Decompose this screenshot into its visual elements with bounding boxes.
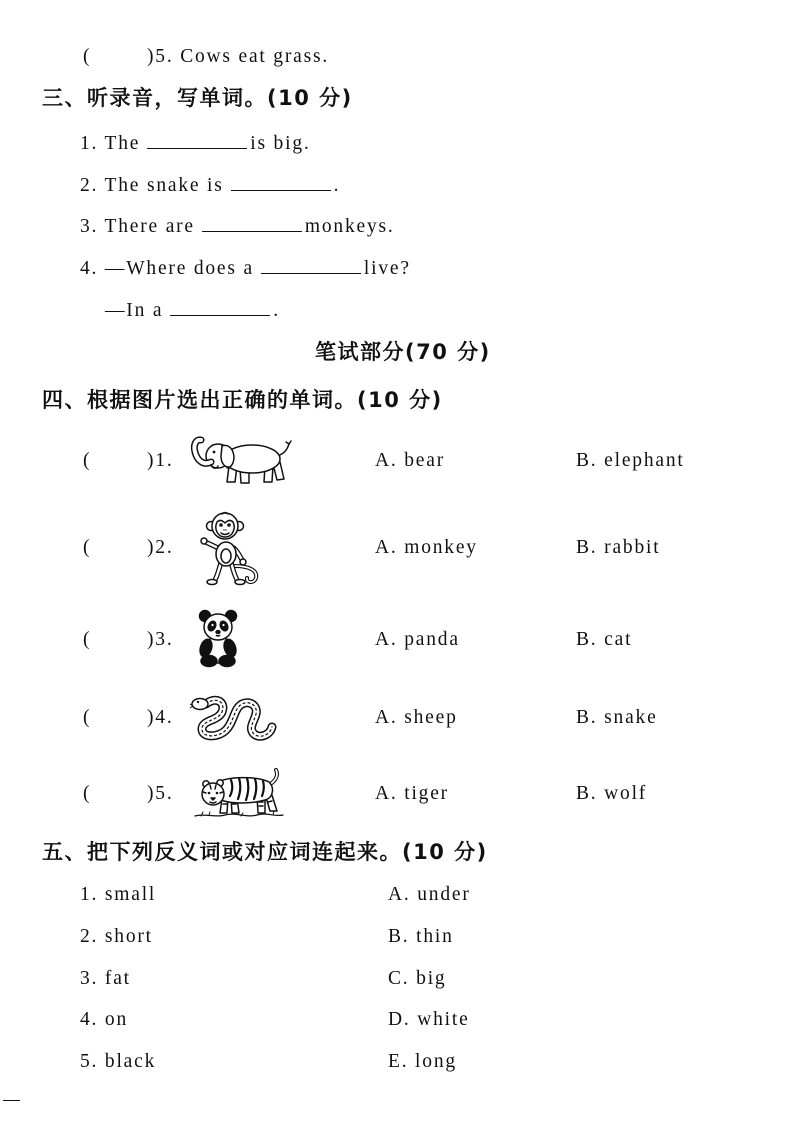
matching-right-word: D. white bbox=[388, 1009, 470, 1030]
item-text-before: —In a bbox=[105, 300, 164, 321]
answer-blank bbox=[147, 128, 247, 149]
answer-paren-open: ( bbox=[83, 783, 92, 804]
answer-paren-open: ( bbox=[83, 629, 92, 650]
answer-blank bbox=[261, 253, 361, 274]
question-row bbox=[0, 449, 794, 473]
option-b: B. rabbit bbox=[576, 537, 661, 558]
option-b: B. snake bbox=[576, 707, 658, 728]
matching-row bbox=[0, 925, 794, 949]
answer-paren-open: ( bbox=[83, 707, 92, 728]
item-text-before: 4. —Where does a bbox=[80, 258, 254, 279]
snake-icon bbox=[190, 692, 278, 742]
option-a: A. tiger bbox=[375, 783, 449, 804]
item-text-after: . bbox=[333, 175, 341, 196]
matching-left-word: 1. small bbox=[80, 884, 157, 905]
option-a: A. panda bbox=[375, 629, 460, 650]
answer-blank bbox=[202, 211, 302, 232]
question-row bbox=[0, 782, 794, 806]
monkey-icon bbox=[200, 510, 262, 586]
question-number: )1. bbox=[147, 450, 174, 471]
item-text-before: 3. There are bbox=[80, 216, 195, 237]
question-row bbox=[0, 706, 794, 730]
option-b: B. elephant bbox=[576, 450, 685, 471]
matching-left-word: 5. black bbox=[80, 1051, 157, 1072]
option-a: A. monkey bbox=[375, 537, 478, 558]
fill-in-item bbox=[80, 211, 395, 239]
item-text-after: live? bbox=[363, 258, 411, 279]
question-number: )4. bbox=[147, 707, 174, 728]
item-text-after: . bbox=[273, 300, 280, 321]
matching-row bbox=[0, 1008, 794, 1032]
fill-in-item bbox=[80, 170, 340, 198]
question-number: )3. bbox=[147, 629, 174, 650]
answer-blank bbox=[170, 295, 270, 316]
option-a: A. sheep bbox=[375, 707, 458, 728]
matching-right-word: C. big bbox=[388, 968, 447, 989]
written-part-title: 笔试部分(70 分) bbox=[315, 340, 491, 364]
option-b: B. wolf bbox=[576, 783, 648, 804]
answer-blank bbox=[231, 170, 331, 191]
matching-row bbox=[0, 883, 794, 907]
answer-paren-open: ( bbox=[83, 537, 92, 558]
item-text-after: is big. bbox=[250, 133, 311, 154]
question-row bbox=[0, 628, 794, 652]
option-b: B. cat bbox=[576, 629, 633, 650]
question-row bbox=[0, 536, 794, 560]
panda-icon bbox=[195, 608, 241, 668]
matching-right-word: B. thin bbox=[388, 926, 454, 947]
matching-left-word: 3. fat bbox=[80, 968, 131, 989]
section-5-heading: 五、把下列反义词或对应词连起来。(10 分) bbox=[42, 840, 488, 864]
matching-right-word: A. under bbox=[388, 884, 471, 905]
fill-in-item bbox=[80, 253, 411, 281]
answer-paren-open: ( bbox=[83, 450, 92, 471]
item-text-before: 1. The bbox=[80, 133, 141, 154]
matching-row bbox=[0, 1050, 794, 1074]
matching-row bbox=[0, 967, 794, 991]
fill-in-item bbox=[105, 295, 280, 323]
section-4-heading: 四、根据图片选出正确的单词。(10 分) bbox=[42, 388, 443, 412]
matching-left-word: 4. on bbox=[80, 1009, 128, 1030]
answer-paren-open: ( bbox=[83, 46, 92, 67]
question-number: )2. bbox=[147, 537, 174, 558]
section-3-heading: 三、听录音，写单词。(10 分) bbox=[42, 86, 353, 110]
page-edge-mark bbox=[3, 1100, 20, 1101]
tiger-icon bbox=[195, 766, 283, 821]
question-number: )5. bbox=[147, 783, 174, 804]
item-text-after: monkeys. bbox=[304, 216, 395, 237]
option-a: A. bear bbox=[375, 450, 445, 471]
item-text-before: 2. The snake is bbox=[80, 175, 224, 196]
matching-left-word: 2. short bbox=[80, 926, 153, 947]
fill-in-item bbox=[80, 128, 311, 156]
elephant-icon bbox=[185, 432, 293, 486]
previous-question-text: )5. Cows eat grass. bbox=[147, 46, 330, 67]
matching-right-word: E. long bbox=[388, 1051, 457, 1072]
